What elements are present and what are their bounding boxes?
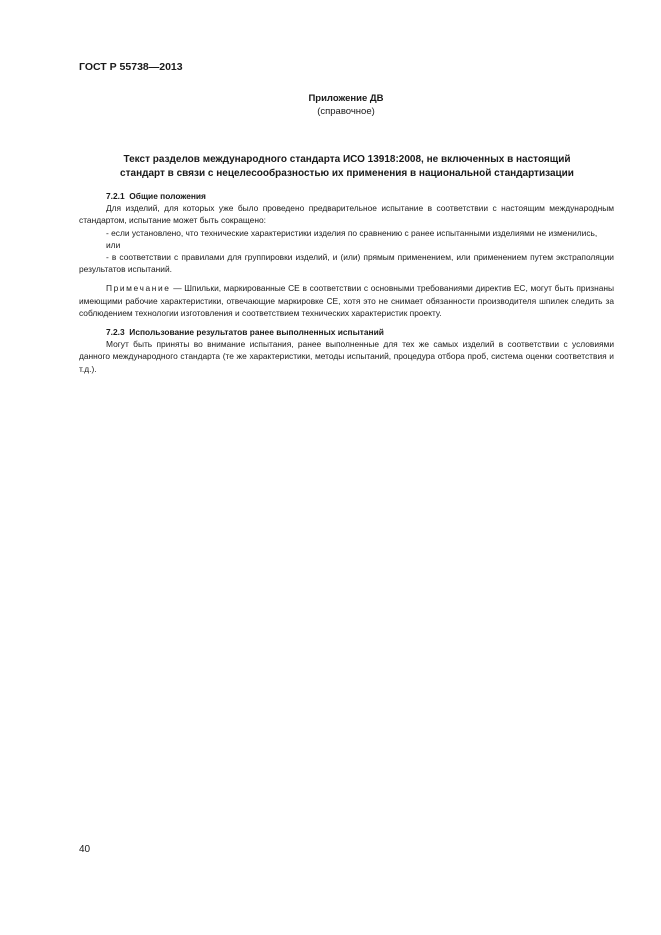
annex-subtitle: (справочное) <box>317 106 375 117</box>
list-item: - если установлено, что технические характеристики изделия по сравнению с ранее испытанными изделиями не изменились, <box>106 227 598 238</box>
paragraph: Могут быть приняты во внимание испытания, ранее выполненные для тех же самых изделий в соответствии с условиями данного международного стандарта (те же характеристики, методы испытаний, процедура отбора проб, система оценки соответствия и т.д.). <box>79 339 614 374</box>
main-title <box>80 153 614 181</box>
page-number: 40 <box>79 844 91 855</box>
section-7-2-3-heading <box>79 326 614 338</box>
section-number: 7.2.3 <box>106 327 125 338</box>
section-heading: Использование результатов ранее выполненных испытаний <box>129 327 384 338</box>
main-title-line-2: стандарт в связи с нецелесообразностью их применения в национальной стандартизации <box>120 168 574 179</box>
note-dash: — <box>173 283 182 294</box>
section-heading: Общие положения <box>129 191 206 201</box>
note-text: Шпильки, маркированные CE в соответствии с основными требованиями директив ЕС, могут быть признаны имеющими рабочие характеристики, отвечающие маркировке CE, хотя это не снимает обязанности производителя шпилек следить за соблюдением технологии изготовления и соответствием технических характеристик проекту. <box>79 283 615 318</box>
annex-title: Приложение ДВ <box>308 93 384 104</box>
note-paragraph <box>79 282 614 319</box>
document-body <box>79 190 614 375</box>
note-label: Примечание <box>106 283 171 294</box>
paragraph: Для изделий, для которых уже было проведено предварительное испытание в соответствии с настоящим международным стандартом, испытание может быть сокращено: <box>79 203 614 226</box>
list-item: - в соответствии с правилами для группировки изделий, и (или) прямым применением, или применением путем экстраполяции результатов испытаний. <box>79 252 614 275</box>
annex-block <box>290 92 402 118</box>
document-header: ГОСТ Р 55738—2013 <box>79 61 183 73</box>
section-7-2-1-heading <box>79 190 614 202</box>
section-number: 7.2.1 <box>106 191 125 201</box>
paragraph-or: или <box>106 239 121 250</box>
main-title-line-1: Текст разделов международного стандарта ИСО 13918:2008, не включенных в настоящий <box>123 154 571 165</box>
